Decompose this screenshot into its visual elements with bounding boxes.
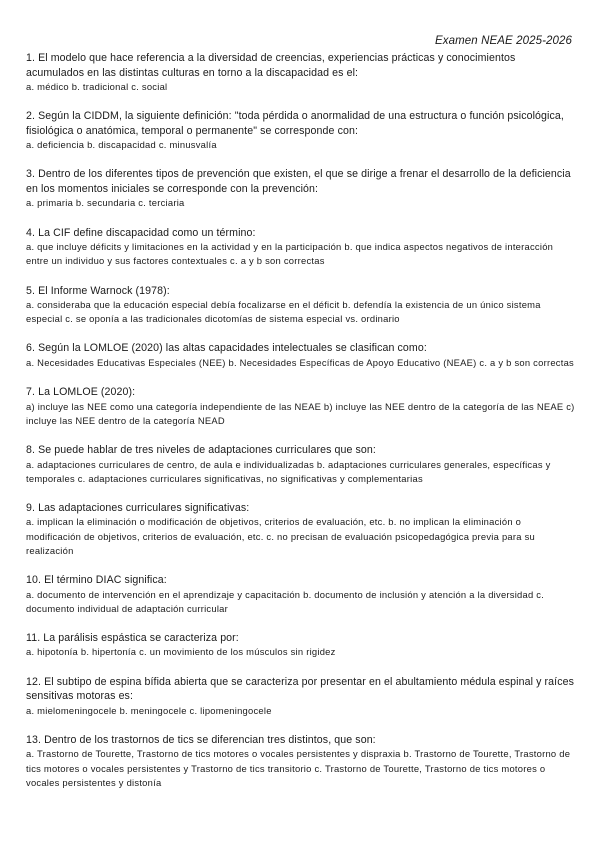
question-stem: 9. Las adaptaciones curriculares significativas: [26, 501, 250, 514]
question-stem: 12. El subtipo de espina bífida abierta que se caracteriza por presentar en el abultamiento médula espinal y raíces sensitivas motoras es: [26, 675, 574, 703]
question-3 [26, 167, 576, 210]
question-options: a. consideraba que la educación especial debía focalizarse en el déficit b. defendía la existencia de un único sistema especial c. se oponía a las tradicionales dicotomías de sistema especial vs. ordinario [26, 299, 541, 325]
question-stem: 2. Según la CIDDM, la siguiente definición: "toda pérdida o anormalidad de una estructura o función psicológica, fisiológica o anatómica, temporal o permanente" se corresponde con: [26, 110, 564, 137]
question-8 [26, 443, 576, 486]
question-12 [26, 675, 576, 718]
question-stem: 7. La LOMLOE (2020): [26, 386, 136, 399]
question-stem: 8. Se puede hablar de tres niveles de adaptaciones curriculares que son: [26, 444, 376, 457]
question-stem: 3. Dentro de los diferentes tipos de prevención que existen, el que se dirige a frenar el desarrollo de la deficiencia en los momentos iniciales se corresponde con la prevención: [26, 168, 571, 195]
question-stem: 6. Según la LOMLOE (2020) las altas capacidades intelectuales se clasifican como: [26, 342, 427, 355]
question-1 [26, 51, 576, 94]
question-stem: 10. El término DIAC significa: [26, 574, 167, 587]
question-options: a) incluye las NEE como una categoría independiente de las NEAE b) incluye las NEE dentro de la categoría de las NEAE c) incluye las NEE dentro de la categoría NEAD [26, 400, 575, 426]
question-options: a. que incluye déficits y limitaciones en la actividad y en la participación b. que indica aspectos negativos de interacción entre un individuo y sus factores contextuales c. a y b son correctas [26, 241, 554, 267]
question-options: a. implican la eliminación o modificación de objetivos, criterios de evaluación, etc. b. no implican la eliminación o modificación de objetivos, criterios de evaluación, etc. c. no precisan de evaluación psicopedagógica previa para su realización [26, 516, 535, 556]
question-options: a. documento de intervención en el aprendizaje y capacitación b. documento de inclusión y atención a la diversidad c. documento individual de adaptación curricular [26, 588, 545, 614]
question-5 [26, 284, 576, 327]
question-11 [26, 631, 576, 660]
question-10 [26, 573, 576, 616]
question-options: a. primaria b. secundaria c. terciaria [26, 197, 185, 209]
question-6 [26, 341, 576, 370]
question-stem: 1. El modelo que hace referencia a la diversidad de creencias, experiencias prácticas y conocimientos acumulados en las distintas culturas en torno a la discapacidad es el: [26, 52, 516, 79]
question-7 [26, 385, 576, 428]
question-stem: 4. La CIF define discapacidad como un término: [26, 226, 256, 239]
question-options: a. médico b. tradicional c. social [26, 81, 168, 92]
question-9 [26, 501, 576, 558]
question-options: a. adaptaciones curriculares de centro, de aula e individualizadas b. adaptaciones curriculares generales, específicas y temporales c. adaptaciones curriculares significativas, no significativas y complementarias [26, 458, 551, 484]
question-options: a. deficiencia b. discapacidad c. minusvalía [26, 139, 217, 151]
question-13 [26, 733, 576, 790]
question-4 [26, 226, 576, 269]
exam-title: Examen NEAE 2025-2026 [435, 35, 572, 47]
question-list [26, 51, 576, 790]
question-options: a. Necesidades Educativas Especiales (NEE) b. Necesidades Específicas de Apoyo Educativo (NEAE) c. a y b son correctas [26, 356, 574, 368]
question-stem: 5. El Informe Warnock (1978): [26, 284, 170, 297]
question-stem: 11. La parálisis espástica se caracteriza por: [26, 631, 239, 644]
question-2 [26, 109, 576, 152]
question-stem: 13. Dentro de los trastornos de tics se diferencian tres distintos, que son: [26, 733, 376, 746]
question-options: a. mielomeningocele b. meningocele c. lipomeningocele [26, 704, 272, 716]
question-options: a. Trastorno de Tourette, Trastorno de tics motores o vocales persistentes y dispraxia b. Trastorno de Tourette, Trastorno de tics motores o vocales persistentes y Trastorno de tics transitorio c. Trastorno de Tourette, Trastorno de tics motores o vocales persistentes y distonía [26, 748, 571, 788]
question-options: a. hipotonía b. hipertonía c. un movimiento de los músculos sin rigidez [26, 646, 336, 658]
